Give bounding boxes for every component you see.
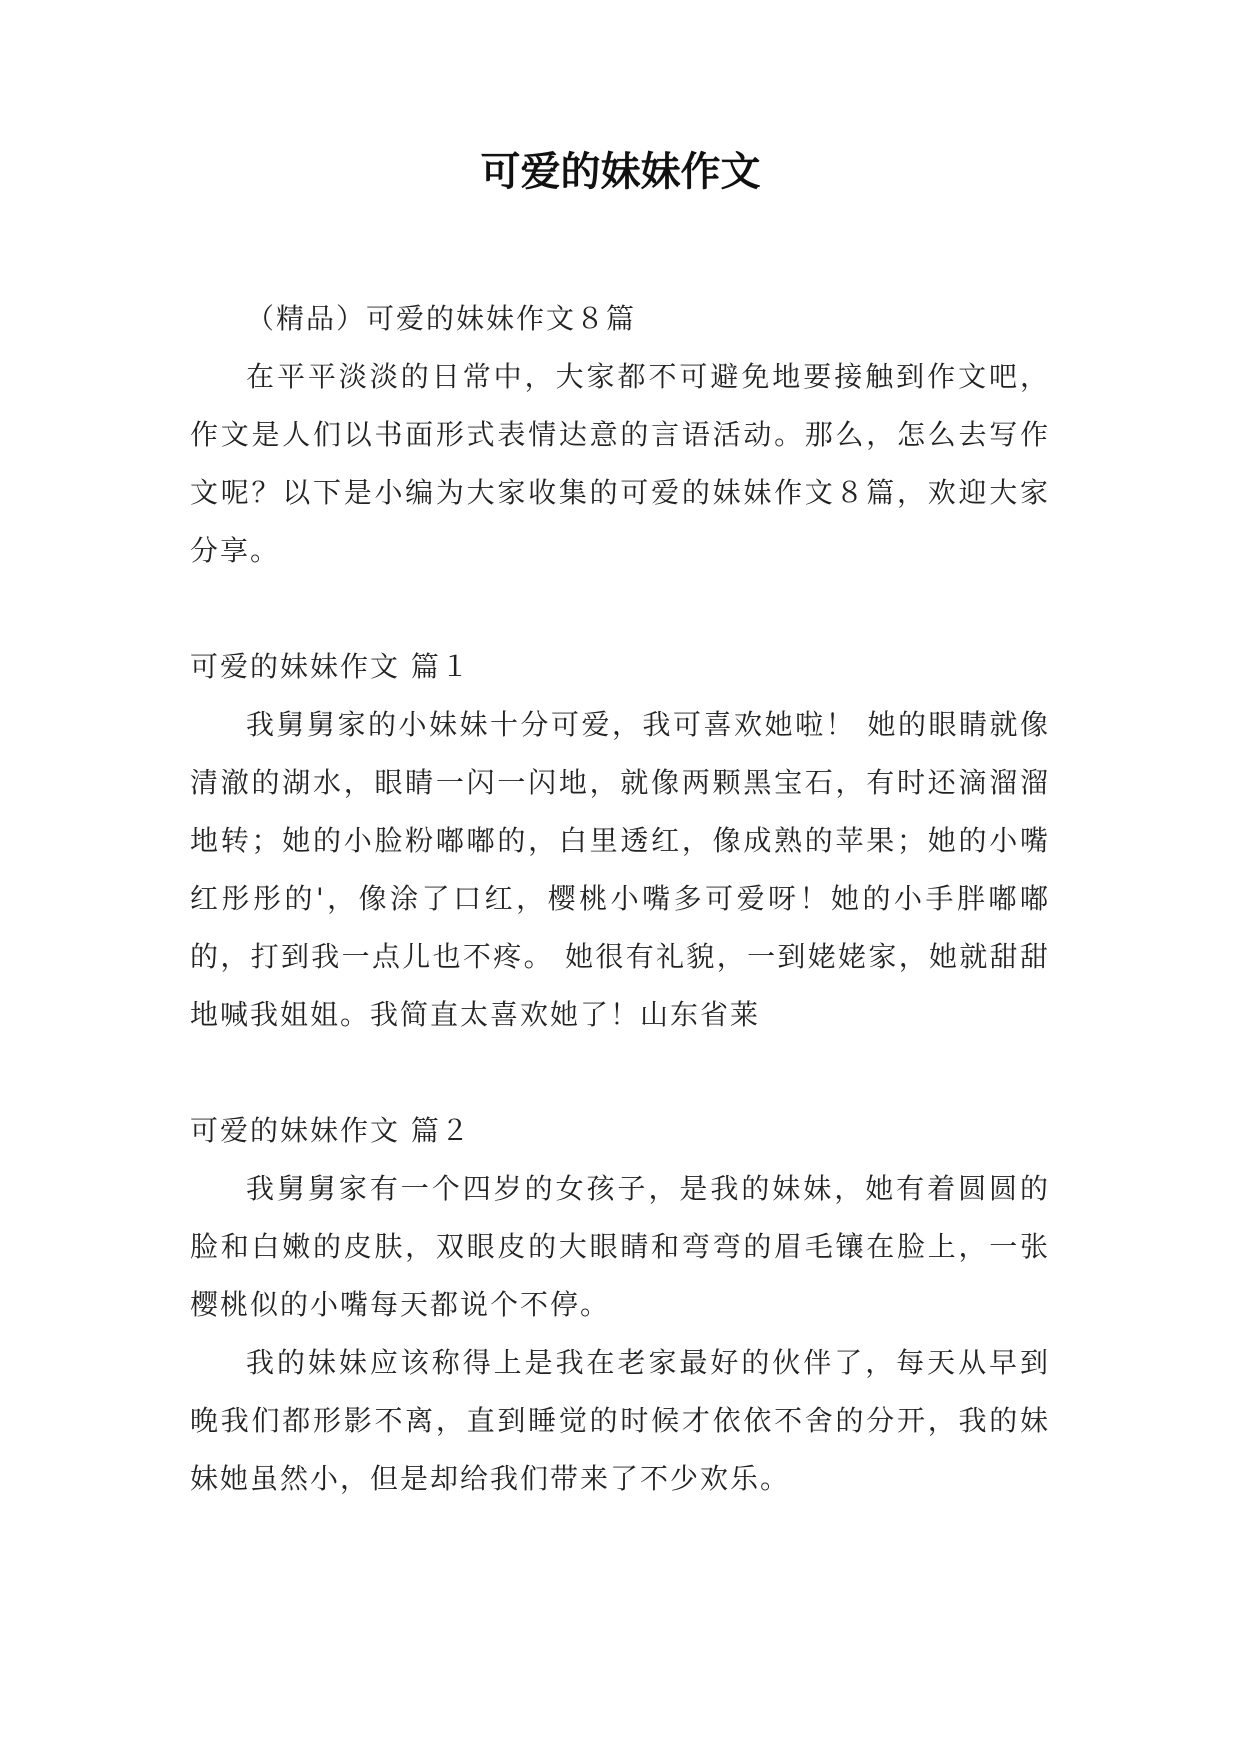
section-spacer <box>190 580 1050 638</box>
intro-paragraph: 在平平淡淡的日常中，大家都不可避免地要接触到作文吧，作文是人们以书面形式表情达意的言语活动。那么，怎么去写作文呢？以下是小编为大家收集的可爱的妹妹作文８篇，欢迎大家分享。 <box>190 360 1050 567</box>
section-heading-1: 可爱的妹妹作文 篇１ <box>190 650 471 683</box>
section-2-paragraph-1: 我舅舅家有一个四岁的女孩子，是我的妹妹，她有着圆圆的脸和白嫩的皮肤，双眼皮的大眼睛和弯弯的眉毛镶在脸上，一张樱桃似的小嘴每天都说个不停。 <box>190 1172 1050 1321</box>
section-spacer <box>190 1044 1050 1102</box>
intro-subtitle: （精品）可爱的妹妹作文８篇 <box>246 302 637 335</box>
section-heading-2: 可爱的妹妹作文 篇２ <box>190 1114 471 1147</box>
document-body <box>190 290 1050 1508</box>
section-1-paragraph-1: 我舅舅家的小妹妹十分可爱，我可喜欢她啦！ 她的眼睛就像清澈的湖水，眼睛一闪一闪地，就像两颗黑宝石，有时还滴溜溜地转；她的小脸粉嘟嘟的，白里透红，像成熟的苹果；她的小嘴红彤彤的'，像涂了口红，樱桃小嘴多可爱呀！她的小手胖嘟嘟的，打到我一点儿也不疼。 她很有礼貌，一到姥姥家，她就甜甜地喊我姐姐。我简直太喜欢她了！山东省莱 <box>190 708 1050 1031</box>
document-title: 可爱的妹妹作文 <box>480 149 761 195</box>
section-2-paragraph-2: 我的妹妹应该称得上是我在老家最好的伙伴了，每天从早到晚我们都形影不离，直到睡觉的时候才依依不舍的分开，我的妹妹她虽然小，但是却给我们带来了不少欢乐。 <box>190 1346 1050 1495</box>
